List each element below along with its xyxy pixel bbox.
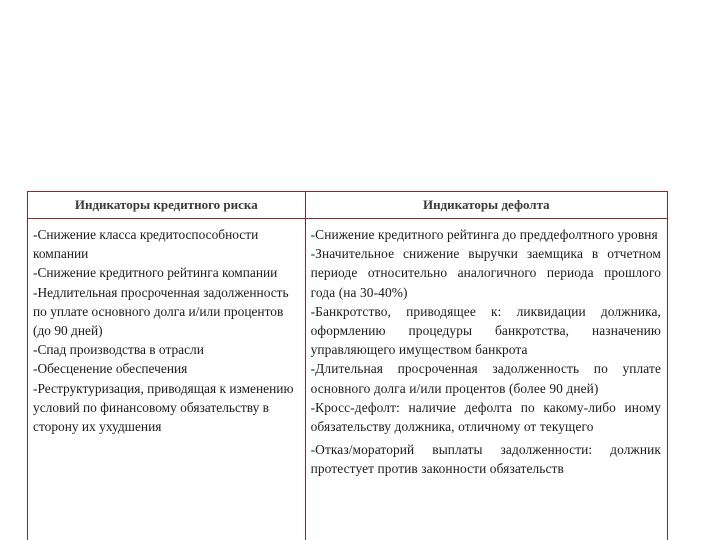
list-item: -Снижение кредитного рейтинга компании [33,265,278,281]
list-item: -Значительное снижение выручки заемщика в отчетном периоде относительно аналогичного периода прошлого года (на 30-40%) [310,246,661,300]
list-item: -Обесценение обеспечения [33,361,188,377]
credit-risk-indicators-cell [28,219,306,540]
list-item: -Снижение класса кредитоспособности компании [33,227,259,262]
list-item: -Кросс-дефолт: наличие дефолта по какому-либо иному обязательству должника, отличному от текущего [310,399,661,435]
list-item: -Длительная просроченная задолженность по уплате основного долга и/или процентов (более 90 дней) [310,361,661,396]
header-credit-risk-indicators: Индикаторы кредитного риска [28,192,306,219]
header-default-indicators: Индикаторы дефолта [305,192,667,219]
list-item: -Отказ/мораторий выплаты задолженности: должник протестует против законности обязательств [310,442,661,477]
list-item: -Банкротство, приводящее к: ликвидации должника, оформлению процедуры банкротства, назначению управляющего имуществом банкрота [310,303,661,358]
indicators-table [27,191,668,540]
list-item: -Недлительная просроченная задолженность по уплате основного долга и/или процентов (до 90 дней) [33,284,289,339]
default-indicators-cell [305,219,667,540]
header-row [28,192,668,219]
list-item: -Реструктуризация, приводящая к изменению условий по финансовому обязательству в сторону их ухудшения [33,380,294,435]
list-item: -Спад производства в отрасли [33,342,204,358]
list-item: -Снижение кредитного рейтинга до преддефолтного уровня [310,227,658,242]
content-row [28,219,668,540]
